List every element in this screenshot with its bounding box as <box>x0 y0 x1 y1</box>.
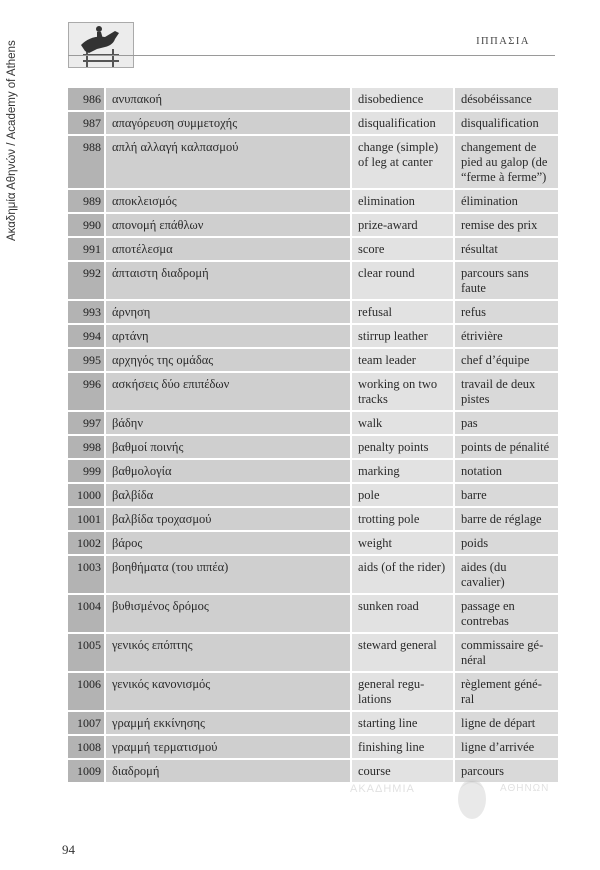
french-term: ligne d’arrivée <box>455 736 558 760</box>
french-term: étrivière <box>455 325 558 349</box>
french-term: remise des prix <box>455 214 558 238</box>
english-term: general regu-lations <box>352 673 455 712</box>
entry-number: 991 <box>68 238 106 262</box>
entry-number: 994 <box>68 325 106 349</box>
french-term: désobéissance <box>455 88 558 112</box>
english-term: steward general <box>352 634 455 673</box>
english-term: stirrup leather <box>352 325 455 349</box>
greek-term: αρχηγός της ομάδας <box>106 349 352 373</box>
entry-number: 1007 <box>68 712 106 736</box>
greek-term: ασκήσεις δύο επιπέδων <box>106 373 352 412</box>
entry-number: 999 <box>68 460 106 484</box>
greek-term: γενικός κανονισμός <box>106 673 352 712</box>
greek-term: βαθμολογία <box>106 460 352 484</box>
english-term: disobedience <box>352 88 455 112</box>
greek-term: βαθμοί ποινής <box>106 436 352 460</box>
entry-number: 1002 <box>68 532 106 556</box>
english-term: finishing line <box>352 736 455 760</box>
english-term: refusal <box>352 301 455 325</box>
greek-term: αρτάνη <box>106 325 352 349</box>
english-term: starting line <box>352 712 455 736</box>
french-term: élimination <box>455 190 558 214</box>
english-term: marking <box>352 460 455 484</box>
english-term: trotting pole <box>352 508 455 532</box>
entry-number: 988 <box>68 136 106 190</box>
english-term: clear round <box>352 262 455 301</box>
entry-number: 993 <box>68 301 106 325</box>
entry-number: 989 <box>68 190 106 214</box>
entry-number: 1003 <box>68 556 106 595</box>
entry-number: 992 <box>68 262 106 301</box>
english-term: pole <box>352 484 455 508</box>
french-term: règlement géné-ral <box>455 673 558 712</box>
french-term: barre <box>455 484 558 508</box>
greek-term: άρνηση <box>106 301 352 325</box>
entry-number: 1008 <box>68 736 106 760</box>
entry-number: 997 <box>68 412 106 436</box>
french-term: ligne de départ <box>455 712 558 736</box>
academy-watermark <box>340 775 570 825</box>
english-term: course <box>352 760 455 784</box>
greek-term: βοηθήματα (του ιππέα) <box>106 556 352 595</box>
french-term: travail de deux pistes <box>455 373 558 412</box>
entry-number: 995 <box>68 349 106 373</box>
french-term: notation <box>455 460 558 484</box>
english-term: prize-award <box>352 214 455 238</box>
french-term: points de pénalité <box>455 436 558 460</box>
english-term: walk <box>352 412 455 436</box>
french-term: changement de pied au galop (de “ferme à ferme”) <box>455 136 558 190</box>
entry-number: 996 <box>68 373 106 412</box>
watermark-left-text: ΑΚΑΔΗΜΙΑ <box>350 783 415 795</box>
horse-rider-logo-icon <box>68 22 134 68</box>
entry-number: 986 <box>68 88 106 112</box>
entry-number: 990 <box>68 214 106 238</box>
greek-term: απαγόρευση συμμετοχής <box>106 112 352 136</box>
entry-number: 998 <box>68 436 106 460</box>
entry-number: 987 <box>68 112 106 136</box>
french-term: barre de réglage <box>455 508 558 532</box>
english-term: working on two tracks <box>352 373 455 412</box>
french-term: aides (du cavalier) <box>455 556 558 595</box>
greek-term: ανυπακοή <box>106 88 352 112</box>
french-term: passage en contrebas <box>455 595 558 634</box>
english-term: team leader <box>352 349 455 373</box>
french-term: refus <box>455 301 558 325</box>
greek-term: βαλβίδα <box>106 484 352 508</box>
english-term: change (simple) of leg at canter <box>352 136 455 190</box>
entry-number: 1005 <box>68 634 106 673</box>
greek-term: γραμμή τερματισμού <box>106 736 352 760</box>
entry-number: 1004 <box>68 595 106 634</box>
french-term: poids <box>455 532 558 556</box>
english-term: aids (of the rider) <box>352 556 455 595</box>
greek-term: γραμμή εκκίνησης <box>106 712 352 736</box>
entry-number: 1000 <box>68 484 106 508</box>
greek-term: βαλβίδα τροχασμού <box>106 508 352 532</box>
french-term: commissaire gé-néral <box>455 634 558 673</box>
header-rule <box>68 55 555 56</box>
french-term: disqualification <box>455 112 558 136</box>
athena-head-icon <box>452 775 492 825</box>
entry-number: 1006 <box>68 673 106 712</box>
french-term: parcours sans faute <box>455 262 558 301</box>
french-term: pas <box>455 412 558 436</box>
greek-term: απλή αλλαγή καλπασμού <box>106 136 352 190</box>
greek-term: βάρος <box>106 532 352 556</box>
greek-term: απονομή επάθλων <box>106 214 352 238</box>
english-term: disqualification <box>352 112 455 136</box>
greek-term: βάδην <box>106 412 352 436</box>
english-term: weight <box>352 532 455 556</box>
greek-term: αποτέλεσμα <box>106 238 352 262</box>
english-term: penalty points <box>352 436 455 460</box>
french-term: parcours <box>455 760 558 784</box>
running-head-title: ΙΠΠΑΣΙΑ <box>476 36 530 47</box>
french-term: chef d’équipe <box>455 349 558 373</box>
entry-number: 1001 <box>68 508 106 532</box>
greek-term: βυθισμένος δρόμος <box>106 595 352 634</box>
french-term: résultat <box>455 238 558 262</box>
greek-term: γενικός επόπτης <box>106 634 352 673</box>
english-term: elimination <box>352 190 455 214</box>
page-number: 94 <box>62 842 75 857</box>
glossary-table <box>68 88 558 784</box>
greek-term: αποκλεισμός <box>106 190 352 214</box>
greek-term: διαδρομή <box>106 760 352 784</box>
greek-term: άπταιστη διαδρομή <box>106 262 352 301</box>
english-term: score <box>352 238 455 262</box>
entry-number: 1009 <box>68 760 106 784</box>
english-term: sunken road <box>352 595 455 634</box>
watermark-right-text: ΑΘΗΝΩΝ <box>500 783 550 794</box>
side-label: Ακαδημία Αθηνών / Academy of Athens <box>6 40 18 241</box>
